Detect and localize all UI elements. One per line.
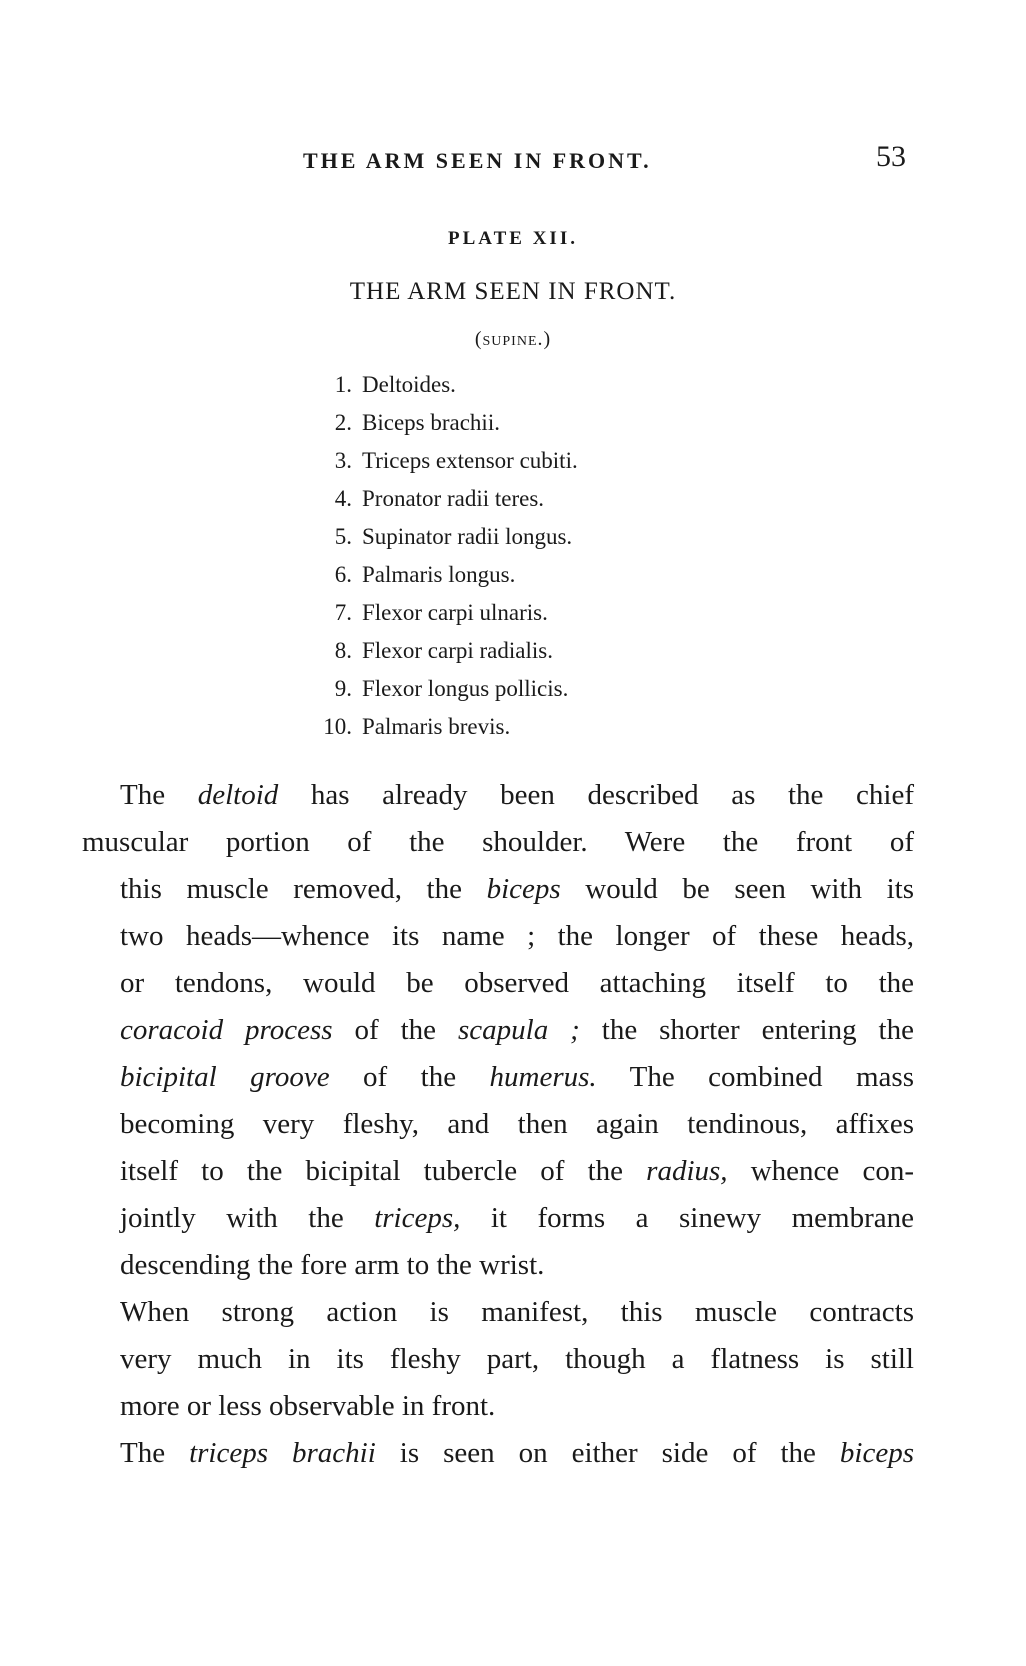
legend-name: Flexor carpi radialis. <box>362 638 553 663</box>
legend-name: Palmaris longus. <box>362 562 516 587</box>
plate-label: PLATE XII. <box>448 228 578 249</box>
paragraph-triceps <box>82 1430 914 1477</box>
paragraph-strong-action <box>82 1289 914 1430</box>
text-run: jointly with the <box>120 1202 375 1234</box>
text-run: would be seen with its <box>560 873 914 905</box>
text-line: or tendons, would be observed attaching itself to the <box>120 967 914 999</box>
text-line: muscular portion of the shoulder. Were the front of <box>82 826 914 858</box>
text-line: more or less observable in front. <box>120 1390 496 1422</box>
legend-item <box>300 366 578 404</box>
text-run: the shorter entering the <box>579 1014 914 1046</box>
legend-item <box>300 404 578 442</box>
legend-name: Deltoides. <box>362 372 456 397</box>
text-line: descending the fore arm to the wrist. <box>120 1249 545 1281</box>
italic-term: bicipital groove <box>120 1061 330 1093</box>
text-run: The <box>120 1437 190 1469</box>
legend-name: Flexor longus pollicis. <box>362 676 569 701</box>
legend-number: 9. <box>334 676 352 701</box>
paragraph-deltoid-biceps <box>82 772 914 1289</box>
legend-item <box>300 442 578 480</box>
legend-name: Triceps extensor cubiti. <box>362 448 578 473</box>
text-run: has already been described as the chief <box>278 779 915 811</box>
legend-item <box>300 480 578 518</box>
text-line <box>82 1148 914 1195</box>
page-number: 53 <box>876 140 906 173</box>
text-run: it forms a sinewy membrane <box>460 1202 915 1234</box>
legend-number: 4. <box>334 486 352 511</box>
legend-name: Supinator radii longus. <box>362 524 573 549</box>
legend-number: 8. <box>334 638 352 663</box>
text-line <box>82 866 914 913</box>
running-head <box>0 140 1026 188</box>
italic-term: triceps brachii <box>189 1437 376 1469</box>
text-line <box>82 1054 914 1101</box>
text-line <box>82 1007 914 1054</box>
text-run: of the <box>332 1014 458 1046</box>
legend-name: Flexor carpi ulnaris. <box>362 600 548 625</box>
muscle-legend <box>300 366 578 746</box>
legend-number: 1. <box>334 372 352 397</box>
text-line: two heads—whence its name ; the longer of these heads, <box>120 920 914 952</box>
legend-item <box>300 708 578 746</box>
legend-name: Biceps brachii. <box>362 410 500 435</box>
italic-term: deltoid <box>197 779 279 811</box>
italic-term: triceps, <box>374 1202 461 1234</box>
legend-item <box>300 632 578 670</box>
legend-number: 7. <box>334 600 352 625</box>
text-run: is seen on either side of the <box>375 1437 840 1469</box>
text-line <box>82 772 914 819</box>
text-run: whence con- <box>727 1155 914 1187</box>
body-text <box>82 772 914 1477</box>
text-line: becoming very fleshy, and then again tendinous, affixes <box>120 1108 914 1140</box>
italic-term: biceps <box>486 873 561 905</box>
text-line <box>82 1195 914 1242</box>
legend-number: 5. <box>334 524 352 549</box>
legend-item <box>300 594 578 632</box>
text-line: very much in its fleshy part, though a flatness is still <box>120 1343 914 1375</box>
legend-number: 3. <box>334 448 352 473</box>
plate-title: THE ARM SEEN IN FRONT. <box>349 278 677 305</box>
text-line <box>82 1430 914 1477</box>
text-run: of the <box>329 1061 490 1093</box>
italic-term: humerus. <box>489 1061 597 1093</box>
italic-term: scapula ; <box>457 1014 580 1046</box>
legend-item <box>300 670 578 708</box>
text-line: When strong action is manifest, this muscle contracts <box>120 1296 914 1328</box>
legend-item <box>300 556 578 594</box>
legend-number: 10. <box>323 714 352 739</box>
italic-term: biceps <box>839 1437 914 1469</box>
text-run: itself to the bicipital tubercle of the <box>120 1155 647 1187</box>
legend-name: Pronator radii teres. <box>362 486 545 511</box>
legend-item <box>300 518 578 556</box>
italic-term: radius, <box>646 1155 728 1187</box>
italic-term: coracoid process <box>120 1014 333 1046</box>
text-run: this muscle removed, the <box>120 873 487 905</box>
plate-subtitle: (supine.) <box>474 328 552 350</box>
text-run: The combined mass <box>596 1061 914 1093</box>
legend-number: 6. <box>334 562 352 587</box>
running-title: THE ARM SEEN IN FRONT. <box>303 148 652 173</box>
text-run: The <box>120 779 198 811</box>
legend-number: 2. <box>334 410 352 435</box>
legend-name: Palmaris brevis. <box>362 714 511 739</box>
